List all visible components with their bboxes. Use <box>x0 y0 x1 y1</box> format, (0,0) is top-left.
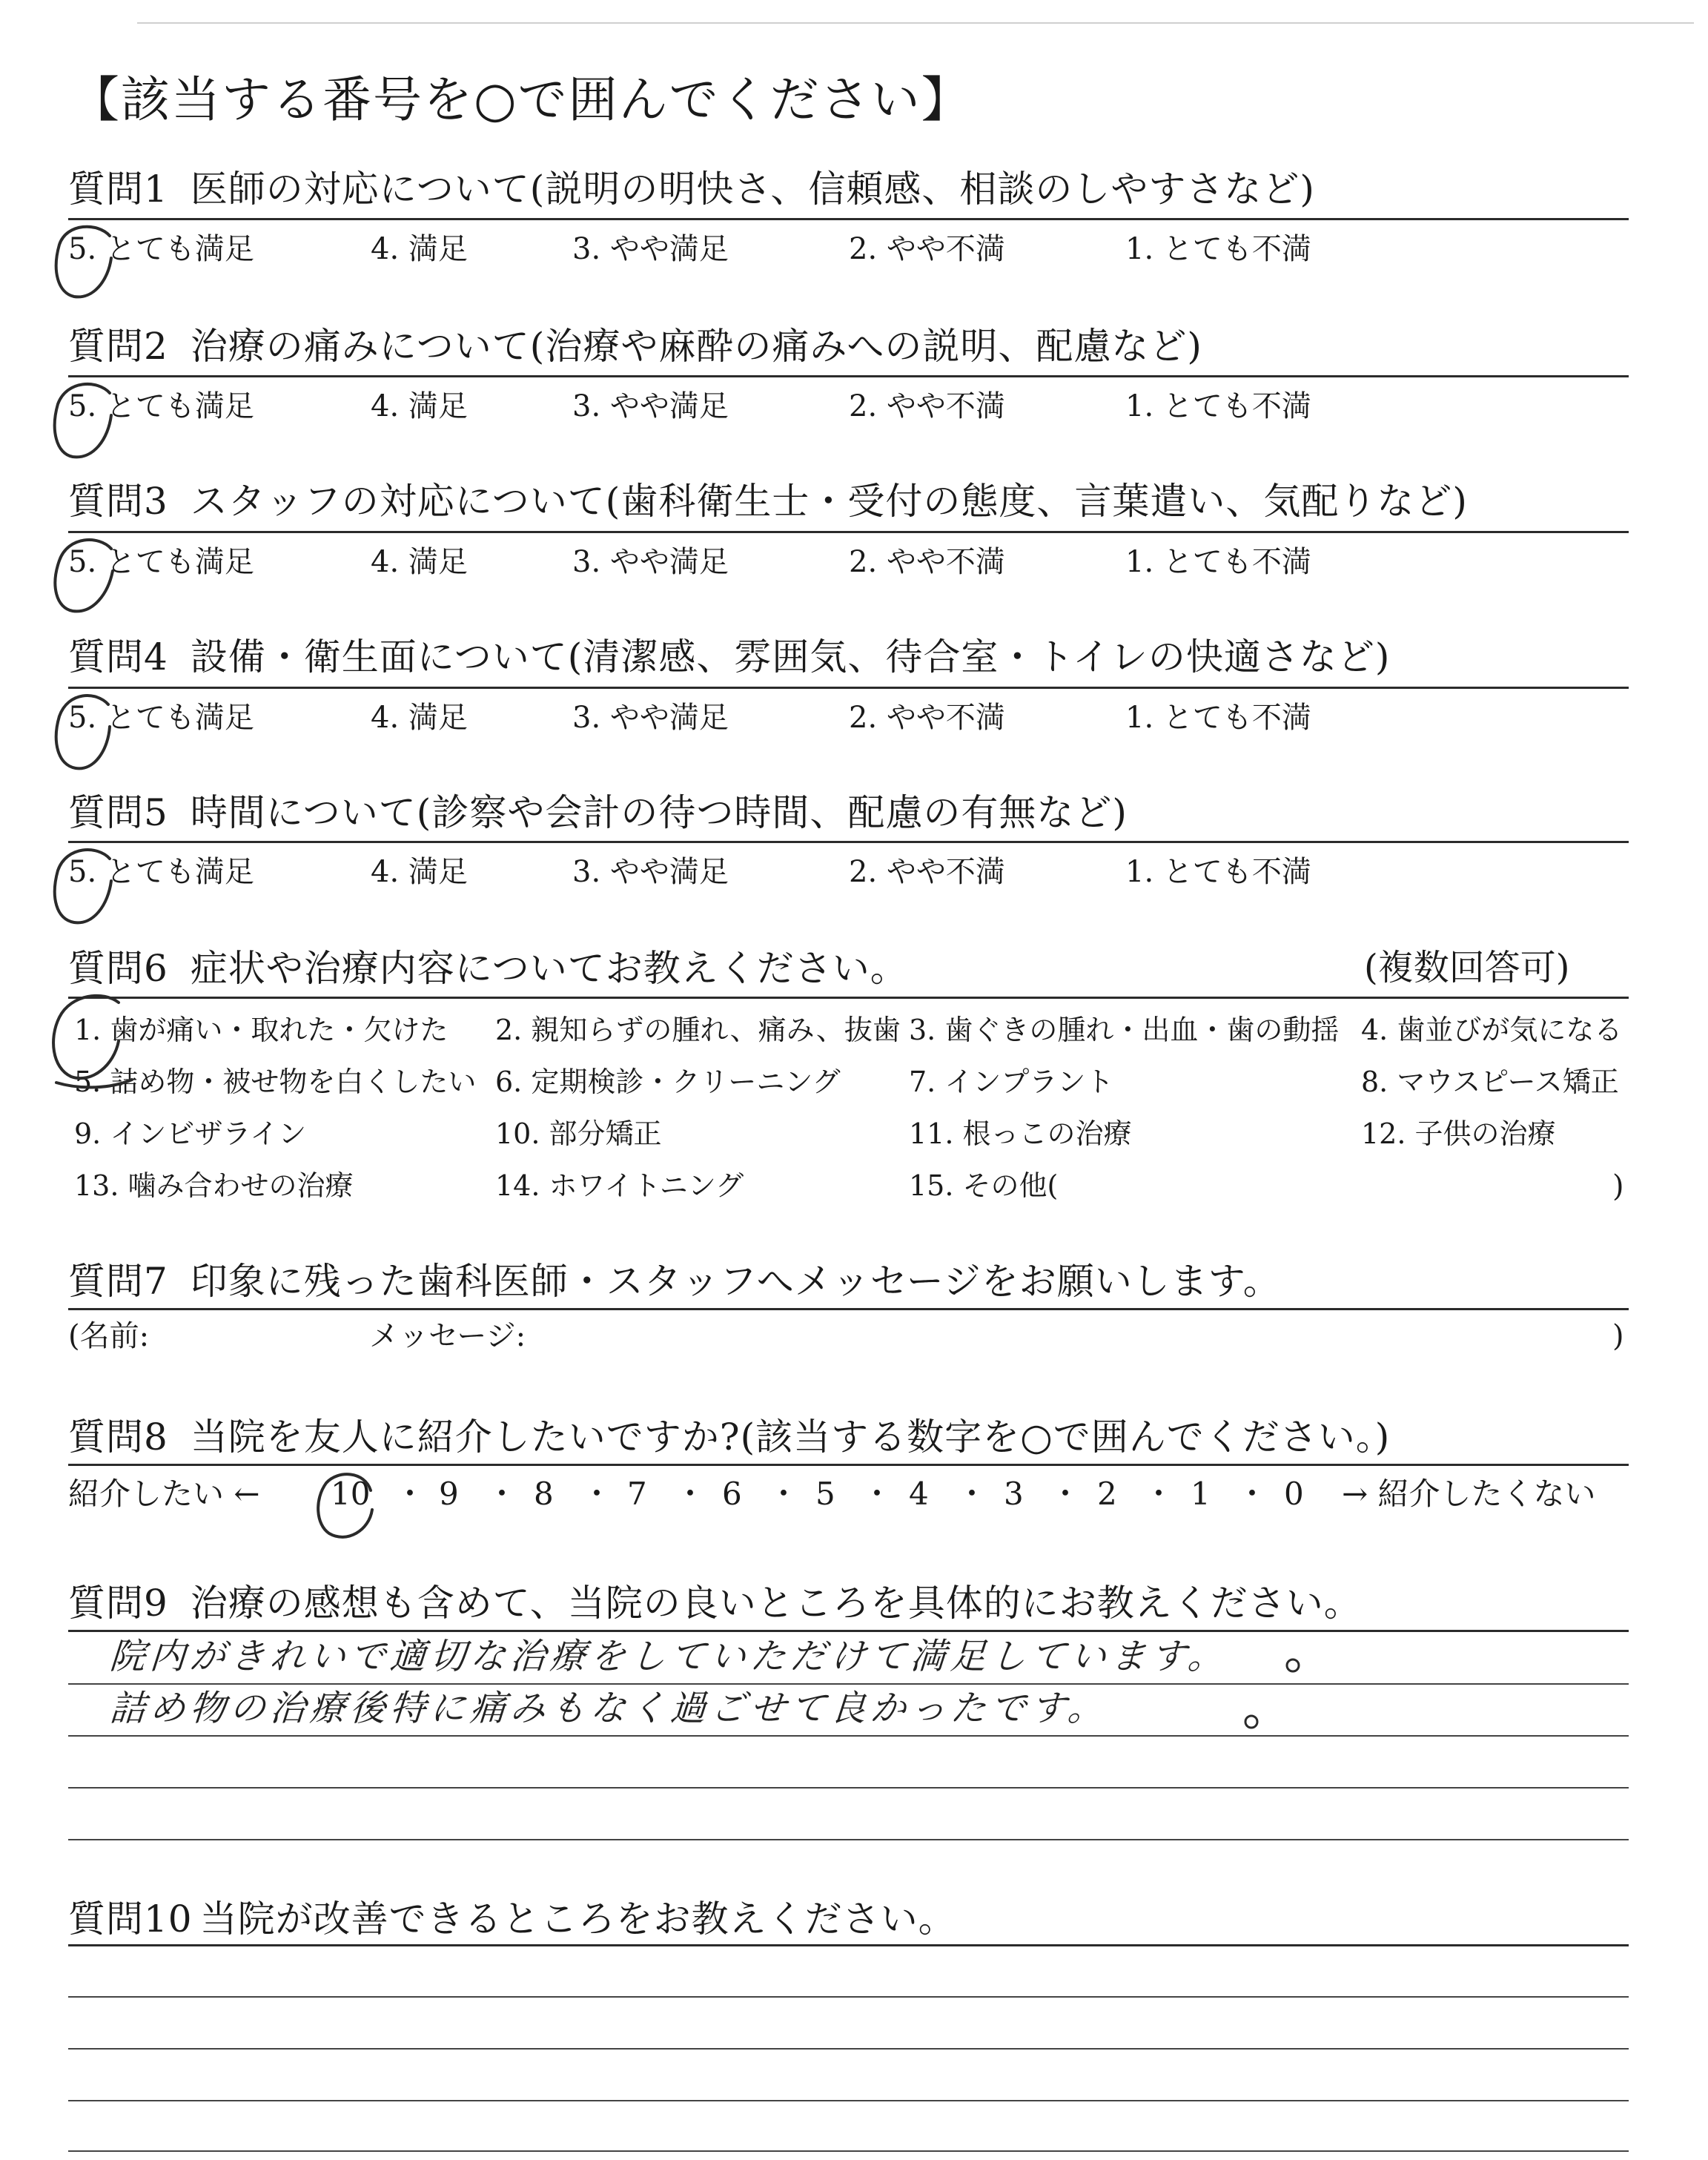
scale-7[interactable]: 7 <box>627 1476 647 1512</box>
q2-option-1[interactable]: 1. とても不満 <box>1125 389 1311 423</box>
question-number: 質問5 <box>68 791 168 834</box>
instruction-heading: 【該当する番号を○で囲んでください】 <box>70 71 972 128</box>
q1-option-4[interactable]: 4. 満足 <box>371 232 468 266</box>
q6-option-14[interactable]: 14. ホワイトニング <box>495 1169 744 1202</box>
q6-option-9[interactable]: 9. インビザライン <box>74 1117 307 1150</box>
scale-1[interactable]: 1 <box>1191 1476 1211 1512</box>
period-mark <box>1245 1716 1257 1728</box>
q5-option-1[interactable]: 1. とても不満 <box>1125 855 1311 889</box>
question-text: 当院が改善できるところをお教えください。 <box>199 1898 956 1941</box>
q6-option-13[interactable]: 13. 噛み合わせの治療 <box>74 1169 354 1202</box>
q6-option-1[interactable]: 1. 歯が痛い・取れた・欠けた <box>74 1014 448 1046</box>
answer-line <box>68 2150 1629 2152</box>
q2-option-3[interactable]: 3. やや満足 <box>572 389 729 423</box>
q4-option-5[interactable]: 5. とても満足 <box>68 701 254 735</box>
scale-separator: ・ <box>1143 1476 1175 1512</box>
question-number: 質問1 <box>68 168 168 211</box>
q5-option-3[interactable]: 3. やや満足 <box>572 855 729 889</box>
question-text: 時間について(診察や会計の待つ時間、配慮の有無など) <box>190 791 1128 834</box>
q1-option-1[interactable]: 1. とても不満 <box>1125 232 1311 266</box>
scale-2[interactable]: 2 <box>1097 1476 1117 1512</box>
question-number: 質問10 <box>68 1898 193 1941</box>
scale-separator: ・ <box>486 1476 518 1512</box>
question-number: 質問8 <box>68 1416 168 1459</box>
question-8-title <box>68 1415 1390 1459</box>
scale-separator: ・ <box>675 1476 706 1512</box>
question-2-rule <box>68 375 1629 377</box>
scale-4[interactable]: 4 <box>909 1476 929 1512</box>
answer-line <box>68 1683 1629 1685</box>
question-number: 質問4 <box>68 635 168 678</box>
question-9-rule <box>68 1630 1629 1632</box>
question-1-title <box>68 167 1315 211</box>
answer-line <box>68 1735 1629 1737</box>
q1-option-5[interactable]: 5. とても満足 <box>68 232 254 266</box>
handwritten-answer-line-1: 院内がきれいで適切な治療をしていただけて満足しています。 <box>108 1636 1230 1677</box>
period-mark <box>1287 1659 1299 1671</box>
scale-5[interactable]: 5 <box>815 1476 835 1512</box>
scale-separator: ・ <box>861 1476 893 1512</box>
q5-option-5[interactable]: 5. とても満足 <box>68 855 254 889</box>
question-10-rule <box>68 1944 1629 1946</box>
q3-option-4[interactable]: 4. 満足 <box>371 545 468 579</box>
q6-option-15[interactable]: 15. その他( <box>909 1169 1059 1202</box>
question-4-title <box>68 635 1390 679</box>
question-text: 治療の痛みについて(治療や麻酔の痛みへの説明、配慮など) <box>190 325 1202 368</box>
q6-option-11[interactable]: 11. 根っこの治療 <box>909 1117 1132 1150</box>
multiple-answers-note: (複数回答可) <box>1364 947 1570 988</box>
q1-option-2[interactable]: 2. やや不満 <box>849 232 1005 266</box>
question-5-rule <box>68 841 1629 843</box>
q2-option-4[interactable]: 4. 満足 <box>371 389 468 423</box>
scale-separator: ・ <box>581 1476 613 1512</box>
q4-option-4[interactable]: 4. 満足 <box>371 701 468 735</box>
q6-option-7[interactable]: 7. インプラント <box>909 1066 1114 1098</box>
q6-option-10[interactable]: 10. 部分矯正 <box>495 1117 662 1150</box>
q6-option-2[interactable]: 2. 親知らずの腫れ、痛み、抜歯 <box>495 1014 901 1046</box>
q5-option-4[interactable]: 4. 満足 <box>371 855 468 889</box>
question-9-title <box>68 1581 1362 1625</box>
message-label: メッセージ: <box>369 1319 526 1353</box>
q6-option-3[interactable]: 3. 歯ぐきの腫れ・出血・歯の動揺 <box>909 1014 1340 1046</box>
scale-9[interactable]: 9 <box>439 1476 459 1512</box>
scale-separator: ・ <box>1237 1476 1268 1512</box>
scale-10[interactable]: 10 <box>331 1476 371 1512</box>
question-3-rule <box>68 531 1629 533</box>
question-text: 印象に残った歯科医師・スタッフへメッセージをお願いします。 <box>190 1260 1281 1303</box>
q6-option-6[interactable]: 6. 定期検診・クリーニング <box>495 1066 841 1098</box>
recommend-label: 紹介したい ← <box>68 1476 260 1512</box>
question-10-title <box>68 1897 956 1941</box>
not-recommend-label: → 紹介したくない <box>1342 1476 1596 1512</box>
q2-option-2[interactable]: 2. やや不満 <box>849 389 1005 423</box>
question-7-title <box>68 1259 1281 1304</box>
q3-option-1[interactable]: 1. とても不満 <box>1125 545 1311 579</box>
scale-8[interactable]: 8 <box>534 1476 554 1512</box>
question-3-title <box>68 479 1468 524</box>
scale-separator: ・ <box>956 1476 988 1512</box>
scale-0[interactable]: 0 <box>1284 1476 1304 1512</box>
question-6-title <box>68 946 908 991</box>
question-2-title <box>68 324 1202 369</box>
scale-separator: ・ <box>1050 1476 1082 1512</box>
q6-option-5[interactable]: 5. 詰め物・被せ物を白くしたい <box>74 1066 477 1098</box>
q5-option-2[interactable]: 2. やや不満 <box>849 855 1005 889</box>
answer-line <box>68 1787 1629 1789</box>
name-label: (名前: <box>68 1319 150 1353</box>
q6-option-12[interactable]: 12. 子供の治療 <box>1361 1117 1556 1150</box>
question-number: 質問2 <box>68 325 168 368</box>
q6-option-4[interactable]: 4. 歯並びが気になる <box>1361 1014 1623 1046</box>
q3-option-3[interactable]: 3. やや満足 <box>572 545 729 579</box>
q2-option-5[interactable]: 5. とても満足 <box>68 389 254 423</box>
answer-line <box>68 2100 1629 2101</box>
question-text: 当院を友人に紹介したいですか?(該当する数字を○で囲んでください。) <box>190 1416 1391 1459</box>
question-text: 治療の感想も含めて、当院の良いところを具体的にお教えください。 <box>190 1582 1362 1625</box>
q4-option-3[interactable]: 3. やや満足 <box>572 701 729 735</box>
question-4-rule <box>68 687 1629 689</box>
q4-option-2[interactable]: 2. やや不満 <box>849 701 1005 735</box>
question-7-rule <box>68 1308 1629 1310</box>
handwritten-answer-line-2: 詰め物の治療後特に痛みもなく過ごせて良かったです。 <box>108 1688 1110 1729</box>
q6-option-8[interactable]: 8. マウスピース矯正 <box>1361 1066 1619 1098</box>
question-6-rule <box>68 997 1629 999</box>
answer-line <box>68 2048 1629 2050</box>
question-number: 質問9 <box>68 1582 168 1625</box>
q4-option-1[interactable]: 1. とても不満 <box>1125 701 1311 735</box>
answer-line <box>68 1996 1629 1998</box>
question-text: スタッフの対応について(歯科衛生士・受付の態度、言葉遣い、気配りなど) <box>190 480 1468 523</box>
question-1-rule <box>68 218 1629 220</box>
q6-other-close-paren: ) <box>1612 1169 1624 1203</box>
question-number: 質問3 <box>68 480 168 523</box>
scan-edge-line <box>137 22 1694 24</box>
scale-separator: ・ <box>768 1476 800 1512</box>
q3-option-2[interactable]: 2. やや不満 <box>849 545 1005 579</box>
answer-line <box>68 1839 1629 1840</box>
question-8-rule <box>68 1464 1629 1466</box>
question-number: 質問6 <box>68 947 168 990</box>
question-5-title <box>68 790 1128 835</box>
q7-close-paren: ) <box>1612 1319 1624 1353</box>
question-text: 症状や治療内容についてお教えください。 <box>190 947 908 990</box>
q1-option-3[interactable]: 3. やや満足 <box>572 232 729 266</box>
scale-separator: ・ <box>394 1476 426 1512</box>
q3-option-5[interactable]: 5. とても満足 <box>68 545 254 579</box>
question-text: 医師の対応について(説明の明快さ、信頼感、相談のしやすさなど) <box>190 168 1315 211</box>
scale-3[interactable]: 3 <box>1004 1476 1024 1512</box>
question-text: 設備・衛生面について(清潔感、雰囲気、待合室・トイレの快適さなど) <box>190 635 1391 678</box>
question-number: 質問7 <box>68 1260 168 1303</box>
scale-6[interactable]: 6 <box>722 1476 742 1512</box>
